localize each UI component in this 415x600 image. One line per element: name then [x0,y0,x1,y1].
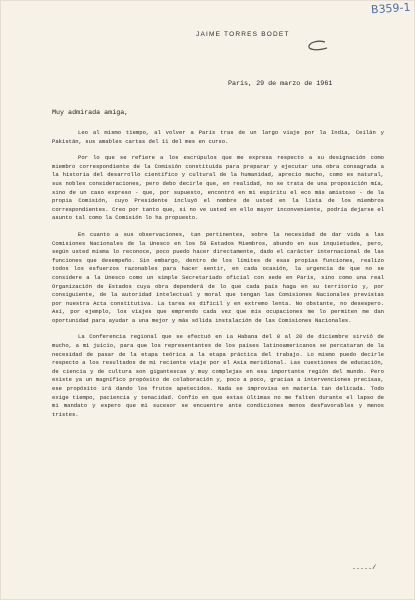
handwritten-mark-icon [305,40,331,52]
continuation-mark: ...../ [352,564,377,572]
paragraph: Leo al mismo tiempo, al volver a París tras de un largo viaje por la India, Ceilán y Pakistán, sus amables cartas del 11 del mes en curso. [52,129,384,145]
date-line: París, 29 de marzo de 1961 [228,80,333,88]
letter-body [52,129,384,427]
letterhead: JAIME TORRES BODET [196,31,290,38]
archive-reference: B359-1 [371,0,412,17]
paragraph: En cuanto a sus observaciones, tan pertinentes, sobre la necesidad de dar vida a las Comisiones Nacionales de la Unesco en los 59 Estados Miembros, abundo en sus inquietudes, pero, según usted misma lo reconoce, poco puedo hacer directamente, dado el carácter internacional de las funciones que desempeño. Sin embargo, dentro de los límites de esas propias funciones, realizo todos los esfuerzos razonables para hacer sentir, en cada ocasión, la urgencia de que no se considere a la Unesco como un simple Secretariado oficial con sede en París, sino como una real Organización de Estados cuya obra dependerá de lo que cada país haga en su territorio y, por consiguiente, de la autoridad intelectual y moral que tengan las Comisiones Nacionales previstas por nuestra Acta constitutiva. La tarea es difícil y en extremo lenta. No obstante, no desespero. Así, por ejemplo, los viajes que emprendo cada vez que mis ocupaciones me lo permiten me dan oportunidad para ayudar a una mejor y más sólida instalación de las Comisiones Nacionales. [52,230,384,324]
paragraph: Por lo que se refiere a los escrúpulos que me expresa respecto a su designación como miembro correspondiente de la Comisión constituida para preparar y ejecutar una obra consagrada a la historia del desarrollo científico y cultural de la humanidad, aprecio mucho, como es natural, sus nobles consideraciones, pero debo decirle que, en realidad, no se trata de una proposición mía, sino de un caso expreso - que, por supuesto, encontró en mi espíritu el eco más amistoso - de la propia Comisión, cuyo Presidente incluyó el nombre de usted en la lista de los miembros correspondientes. Creo por tanto que, si no ve usted en ello mayor inconveniente, podría dejarse el asunto tal como la Comisión lo ha propuesto. [52,154,384,222]
paragraph: La Conferencia regional que se efectuó en La Habana del 8 al 20 de diciembre sirvió de mucho, a mi juicio, para que los representantes de los países latinoamericanos se percataran de la necesidad de pasar de la etapa teórica a la etapa práctica del trabajo. Lo mismo puedo decirle respecto a los resultados de mi reciente viaje por el Asia meridional. Las cuestiones de educación, de ciencia y de cultura son gigantescas y muy complejas en esa importante región del mundo. Pero existe ya un magnífico propósito de colaboración y, poco a poco, gracias a intervenciones precisas, ese propósito irá dando los frutos apetecidos. Nada se improvisa en materia tan delicada. Todo exige tiempo, paciencia y tenacidad. Confío en que estas últimas no me falten durante el lapso de mi mandato y espero que mi sucesor se encuentre ante condiciones menos desfavorables y menos tristes. [52,333,384,418]
salutation: Muy admirada amiga, [52,109,129,117]
